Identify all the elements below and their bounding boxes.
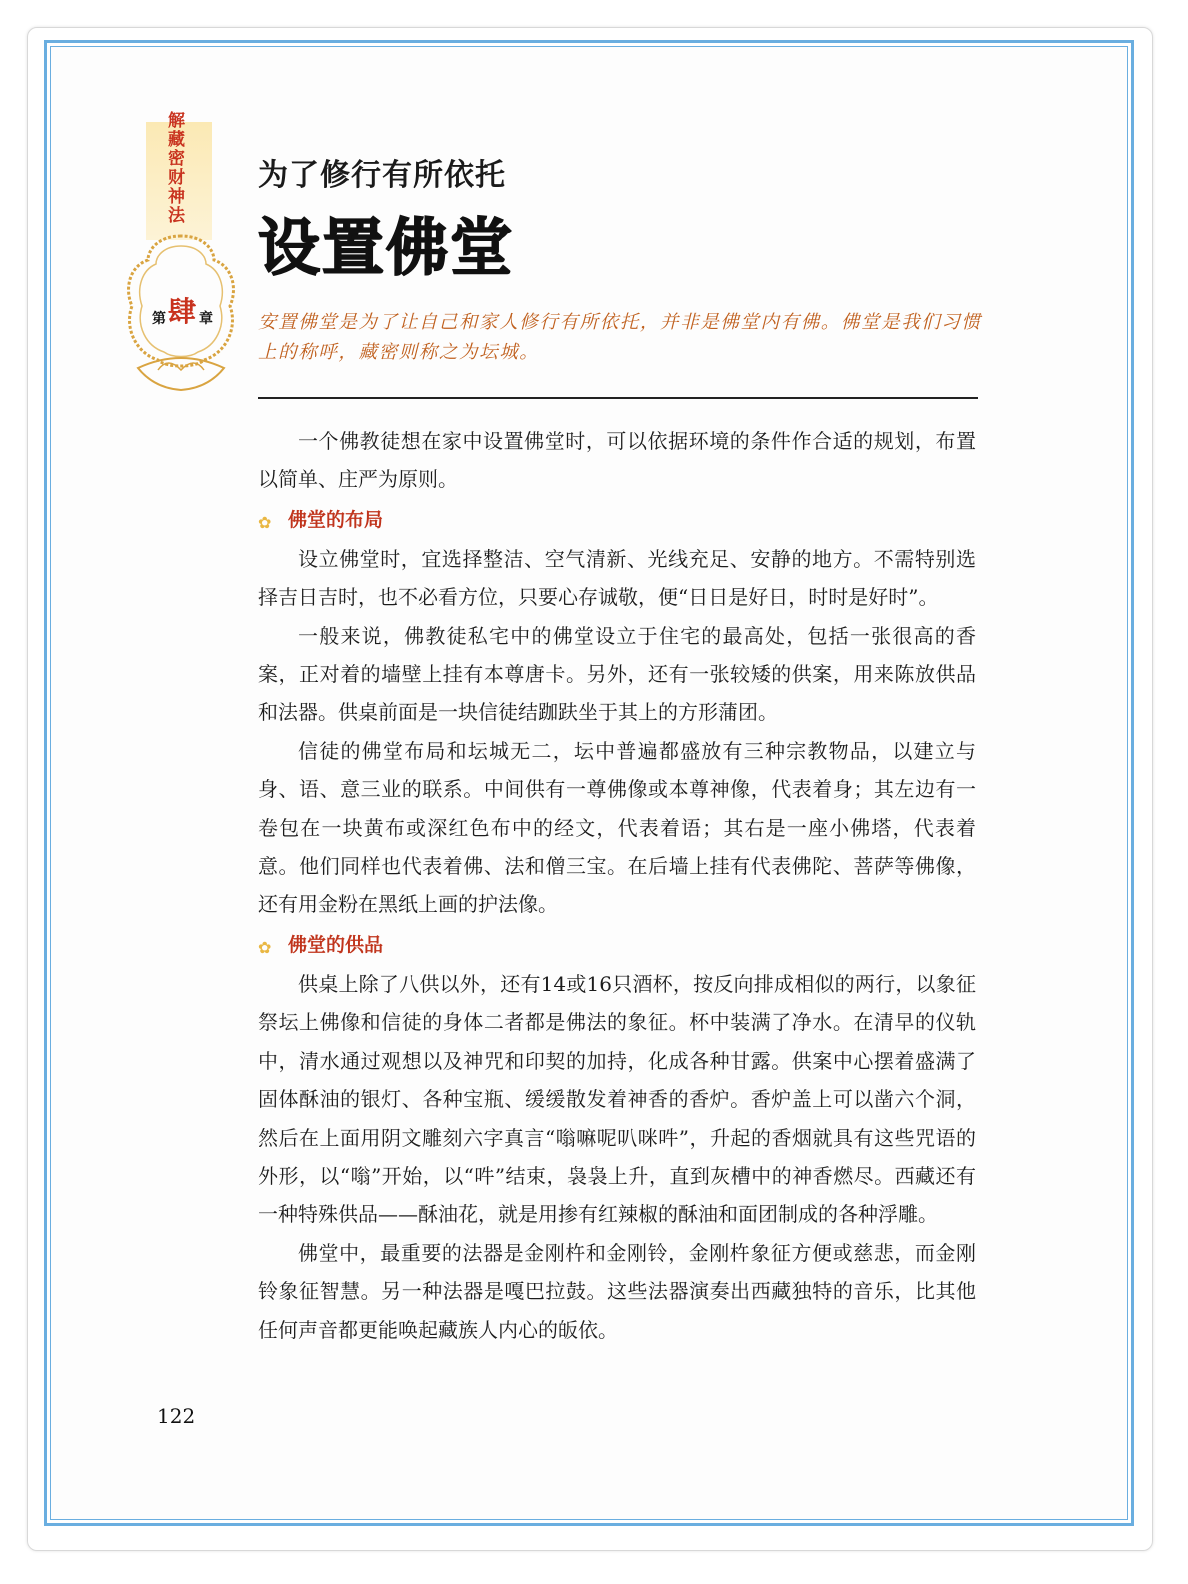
intro-text: 安置佛堂是为了让自己和家人修行有所依托，并非是佛堂内有佛。佛堂是我们习惯上的称呼，藏密则称之为坛城。 <box>258 312 982 363</box>
divider <box>258 397 978 399</box>
section-heading <box>258 926 976 964</box>
section-heading <box>258 501 976 539</box>
paragraph: 信徒的佛堂布局和坛城无二，坛中普遍都盛放有三种宗教物品，以建立与身、语、意三业的联系。中间供有一尊佛像或本尊神像，代表着身；其左边有一卷包在一块黄布或深红色布中的经文，代表着语；其右是一座小佛塔，代表着意。他们同样也代表着佛、法和僧三宝。在后墙上挂有代表佛陀、菩萨等佛像，还有用金粉在黑纸上画的护法像。 <box>258 738 976 917</box>
heading-text: 佛堂的供品 <box>288 933 384 956</box>
body-text <box>258 422 976 1349</box>
paragraph: 佛堂中，最重要的法器是金刚杵和金刚铃，金刚杵象征方便或慈悲，而金刚铃象征智慧。另一种法器是嘎巴拉鼓。这些法器演奏出西藏独特的音乐，比其他任何声音都更能唤起藏族人内心的皈依。 <box>258 1240 976 1342</box>
lotus-bullet-icon: ✿ <box>258 937 272 957</box>
paragraph: 设立佛堂时，宜选择整洁、空气清新、光线充足、安静的地方。不需特别选择吉日吉时，也不必看方位，只要心存诚敬，便“日日是好日，时时是好时”。 <box>258 546 976 610</box>
book-title-ribbon <box>146 111 212 240</box>
paragraph: 供桌上除了八供以外，还有14或16只酒杯，按反向排成相似的两行，以象征祭坛上佛像和信徒的身体二者都是佛法的象征。杯中装满了净水。在清早的仪轨中，清水通过观想以及神咒和印契的加持，化成各种甘露。供案中心摆着盛满了固体酥油的银灯、各种宝瓶、缓缓散发着神香的香炉。香炉盖上可以凿六个洞，然后在上面用阴文雕刻六字真言“嗡嘛呢叭咪吽”，升起的香烟就具有这些咒语的外形，以“嗡”开始，以“吽”结束，袅袅上升，直到灰槽中的神香燃尽。西藏还有一种特殊供品——酥油花，就是用掺有红辣椒的酥油和面团制成的各种浮雕。 <box>258 971 976 1227</box>
page-number: 122 <box>157 1404 196 1428</box>
paragraph: 一个佛教徒想在家中设置佛堂时，可以依据环境的条件作合适的规划，布置以简单、庄严为原则。 <box>258 429 976 492</box>
paragraph: 一般来说，佛教徒私宅中的佛堂设立于住宅的最高处，包括一张很高的香案，正对着的墙壁上挂有本尊唐卡。另外，还有一张较矮的供案，用来陈放供品和法器。供桌前面是一块信徒结跏趺坐于其上的方形蒲团。 <box>258 623 976 725</box>
lotus-bullet-icon: ✿ <box>258 512 272 532</box>
chapter-suffix: 章 <box>199 311 213 327</box>
book-title: 解藏密财神法 <box>168 111 185 226</box>
chapter-prefix: 第 <box>152 311 166 327</box>
heading-text: 佛堂的布局 <box>288 508 384 531</box>
section-title: 设置佛堂 <box>258 211 515 284</box>
chapter-number: 肆 <box>168 295 197 328</box>
section-subtitle: 为了修行有所依托 <box>258 158 506 193</box>
